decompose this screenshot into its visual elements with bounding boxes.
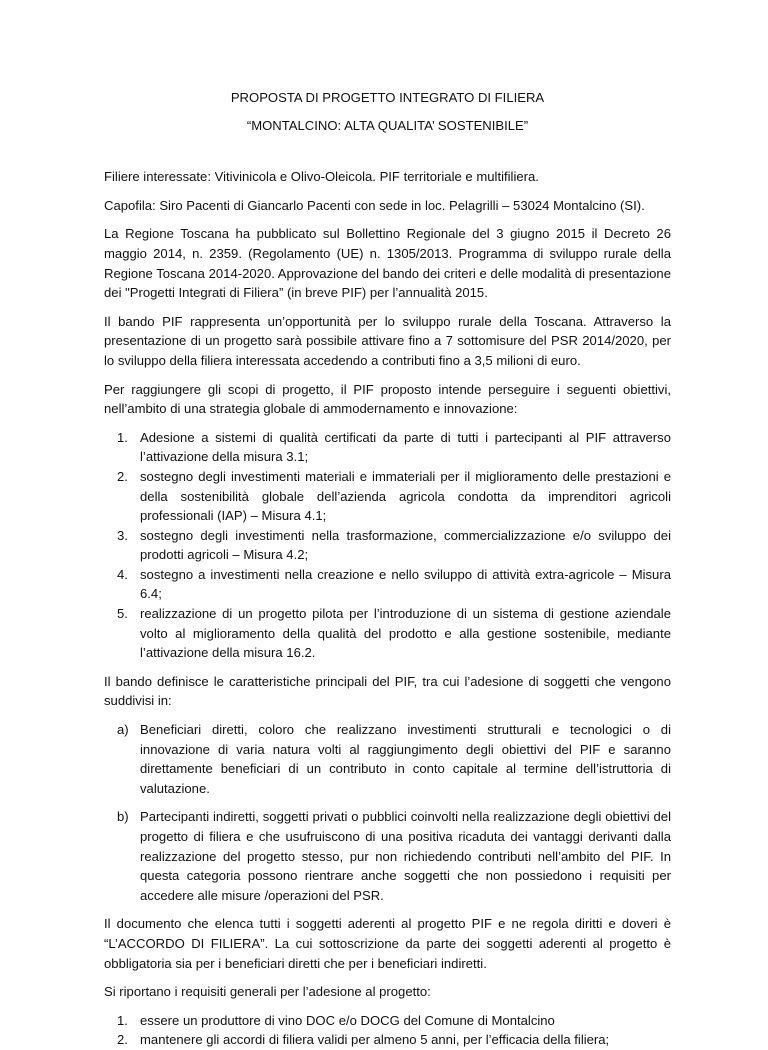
obiettivi-intro-paragraph: Per raggiungere gli scopi di progetto, il PIF proposto intende perseguire i seguenti obiettivi, nell’ambito di una strategia globale di ammodernamento e innovazione: [104,381,671,417]
document-title: PROPOSTA DI PROGETTO INTEGRATO DI FILIERA [230,90,545,105]
list-item-text: Partecipanti indiretti, soggetti privati o pubblici coinvolti nella realizzazione degli obiettivi del progetto di filiera e che usufruiscono di una positiva ricaduta dei vantaggi derivanti dalla realizzazione del progetto stesso, pur non richiedendo contributi nell’ambito del PIF. In questa categoria possono rientrare anche soggetti che non possiedono i requisiti per accedere alle misure /operazioni del PSR. [140,809,671,903]
list-item [104,604,671,663]
caratteristiche-paragraph: Il bando definisce le caratteristiche principali del PIF, tra cui l’adesione di soggetti che vengono suddivisi in: [104,673,671,709]
list-number: 1. [117,1012,128,1028]
list-number: 4. [117,566,128,582]
accordo-paragraph: Il documento che elenca tutti i soggetti aderenti al progetto PIF e ne regola diritti e doveri è “L’ACCORDO DI FILIERA”. La cui sottoscrizione da parte dei soggetti aderenti al progetto è obbligatoria sia per i beneficiari diretti che per i beneficiari indiretti. [104,916,671,971]
filiere-paragraph: Filiere interessate: Vitivinicola e Olivo-Oleicola. PIF territoriale e multifiliera. [104,169,539,185]
requisiti-intro-paragraph: Si riportano i requisiti generali per l’adesione al progetto: [104,984,431,1000]
list-item-text: sostegno degli investimenti materiali e immateriali per il miglioramento delle prestazioni e della sostenibilità globale dell’azienda agricola condotta da imprenditori agricoli professionali (IAP) – Misura 4.1; [140,468,671,524]
list-letter: b) [117,809,129,825]
list-number: 3. [117,527,128,543]
document-subtitle: “MONTALCINO: ALTA QUALITA’ SOSTENIBILE” [246,117,529,133]
list-item-text: Beneficiari diretti, coloro che realizzano investimenti strutturali e tecnologici o di innovazione di varia natura volti al raggiungimento degli obiettivi del PIF e saranno direttamente beneficiari di un contributo in conto capitale al termine dell’istruttoria di valutazione. [140,722,671,796]
capofila-paragraph: Capofila: Siro Pacenti di Giancarlo Pacenti con sede in loc. Pelagrilli – 53024 Montalcino (SI). [104,197,645,213]
requisiti-list [104,1011,671,1050]
soggetti-list [104,720,671,905]
list-item-text: realizzazione di un progetto pilota per l’introduzione di un sistema di gestione aziendale volto al miglioramento della qualità del prodotto e alla gestione sostenibile, mediante l’attivazione della misura 16.2. [140,606,671,661]
list-item [104,565,671,604]
list-number: 2. [117,1032,128,1048]
list-item [104,807,671,905]
list-number: 2. [117,468,128,484]
list-item [104,720,671,798]
list-item-text: mantenere gli accordi di filiera validi per almeno 5 anni, per l’efficacia della filiera; [140,1032,610,1048]
list-item [104,428,671,467]
list-item-text: essere un produttore di vino DOC e/o DOCG del Comune di Montalcino [140,1012,555,1028]
list-item-text: sostegno degli investimenti nella trasformazione, commercializzazione e/o sviluppo dei prodotti agricoli – Misura 4.2; [140,527,671,563]
list-number: 1. [117,429,128,445]
list-item [104,467,671,526]
list-number: 5. [117,606,128,622]
regione-paragraph: La Regione Toscana ha pubblicato sul Bollettino Regionale del 3 giugno 2015 il Decreto 26 maggio 2014, n. 2359. (Regolamento (UE) n. 1305/2013. Programma di sviluppo rurale della Regione Toscana 2014-2020. Approvazione del bando dei criteri e delle modalità di presentazione dei "Progetti Integrati di Filiera” (in breve PIF) per l’annualità 2015. [104,226,671,301]
list-item [104,526,671,565]
list-item [104,1011,671,1031]
list-item-text: Adesione a sistemi di qualità certificati da parte di tutti i partecipanti al PIF attraverso l’attivazione della misura 3.1; [140,429,671,465]
obiettivi-list [104,428,671,663]
list-item [104,1030,671,1050]
list-item-text: sostegno a investimenti nella creazione e nello sviluppo di attività extra-agricole – Misura 6.4; [140,566,671,602]
document-body [104,88,671,1050]
bando-paragraph: Il bando PIF rappresenta un’opportunità per lo sviluppo rurale della Toscana. Attraverso la presentazione di un progetto sarà possibile attivare fino a 7 sottomisure del PSR 2014/2020, per lo sviluppo della filiera interessata accedendo a contributi fino a 3,5 milioni di euro. [104,313,671,368]
list-letter: a) [117,722,129,738]
